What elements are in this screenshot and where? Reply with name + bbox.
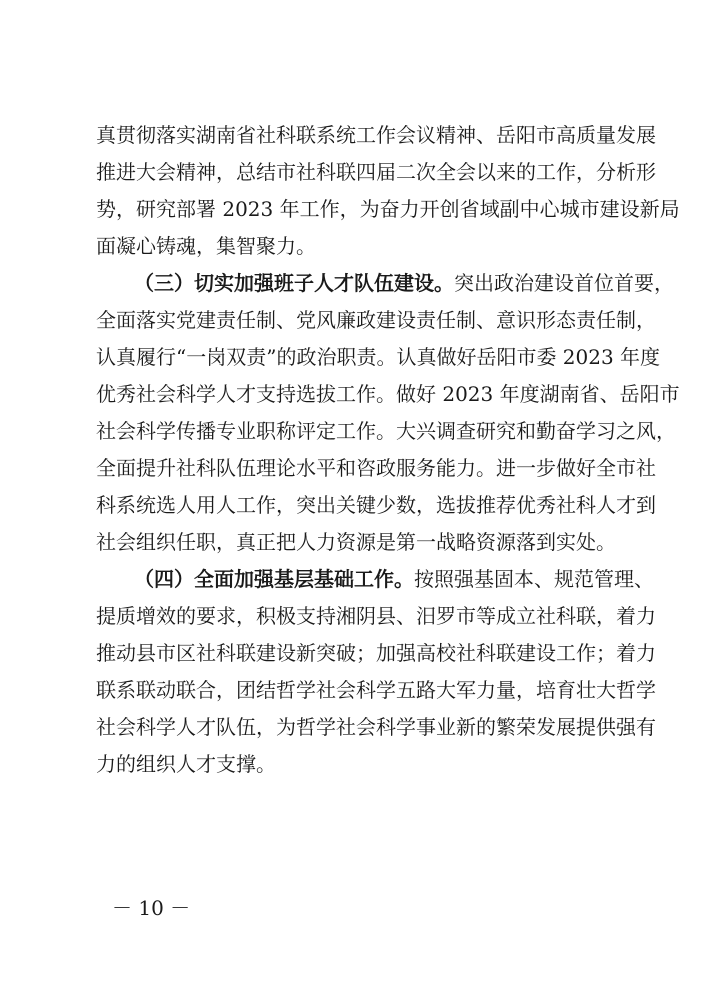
paragraph-2-line-3: 认真履行“一岗双责”的政治职责。认真做好岳阳市委 2023 年度 (96, 345, 661, 369)
paragraph-1-line-4: 面凝心铸魂，集智聚力。 (96, 234, 316, 258)
paragraph-2-line-7: 科系统选人用人工作，突出关键少数，选拔推荐优秀社科人才到 (96, 493, 656, 517)
paragraph-3-line-6: 力的组织人才支撑。 (96, 752, 276, 776)
paragraph-3-line-2: 提质增效的要求，积极支持湘阴县、汨罗市等成立社科联，着力 (96, 604, 656, 628)
paragraph-3-line-1: 按照强基固本、规范管理、 (414, 567, 654, 591)
page-number: － 10 － (112, 896, 191, 920)
paragraph-2-line-6: 全面提升社科队伍理论水平和咨政服务能力。进一步做好全市社 (96, 456, 656, 480)
paragraph-2-line-1: 突出政治建设首位首要， (454, 271, 674, 295)
paragraph-1-line-3: 势，研究部署 2023 年工作，为奋力开创省域副中心城市建设新局 (96, 197, 680, 221)
paragraph-1-line-2: 推进大会精神，总结市社科联四届二次全会以来的工作，分析形 (96, 160, 656, 184)
paragraph-2-line-4: 优秀社会科学人才支持选拔工作。做好 2023 年度湖南省、岳阳市 (96, 382, 680, 406)
section-4-heading: （四）全面加强基层基础工作。 (134, 567, 414, 591)
paragraph-1-line-1: 真贯彻落实湖南省社科联系统工作会议精神、岳阳市高质量发展 (96, 123, 656, 147)
paragraph-2-first-line (134, 265, 674, 301)
paragraph-2-line-8: 社会组织任职，真正把人力资源是第一战略资源落到实处。 (96, 530, 616, 554)
paragraph-3-line-5: 社会科学人才队伍，为哲学社会科学事业新的繁荣发展提供强有 (96, 715, 656, 739)
paragraph-2-line-2: 全面落实党建责任制、党风廉政建设责任制、意识形态责任制， (96, 308, 656, 332)
paragraph-2-line-5: 社会科学传播专业职称评定工作。大兴调查研究和勤奋学习之风， (96, 419, 676, 443)
paragraph-3-first-line (134, 561, 654, 597)
section-3-heading: （三）切实加强班子人才队伍建设。 (134, 271, 454, 295)
paragraph-3-line-4: 联系联动联合，团结哲学社会科学五路大军力量，培育壮大哲学 (96, 678, 656, 702)
paragraph-3-line-3: 推动县市区社科联建设新突破；加强高校社科联建设工作；着力 (96, 641, 656, 665)
